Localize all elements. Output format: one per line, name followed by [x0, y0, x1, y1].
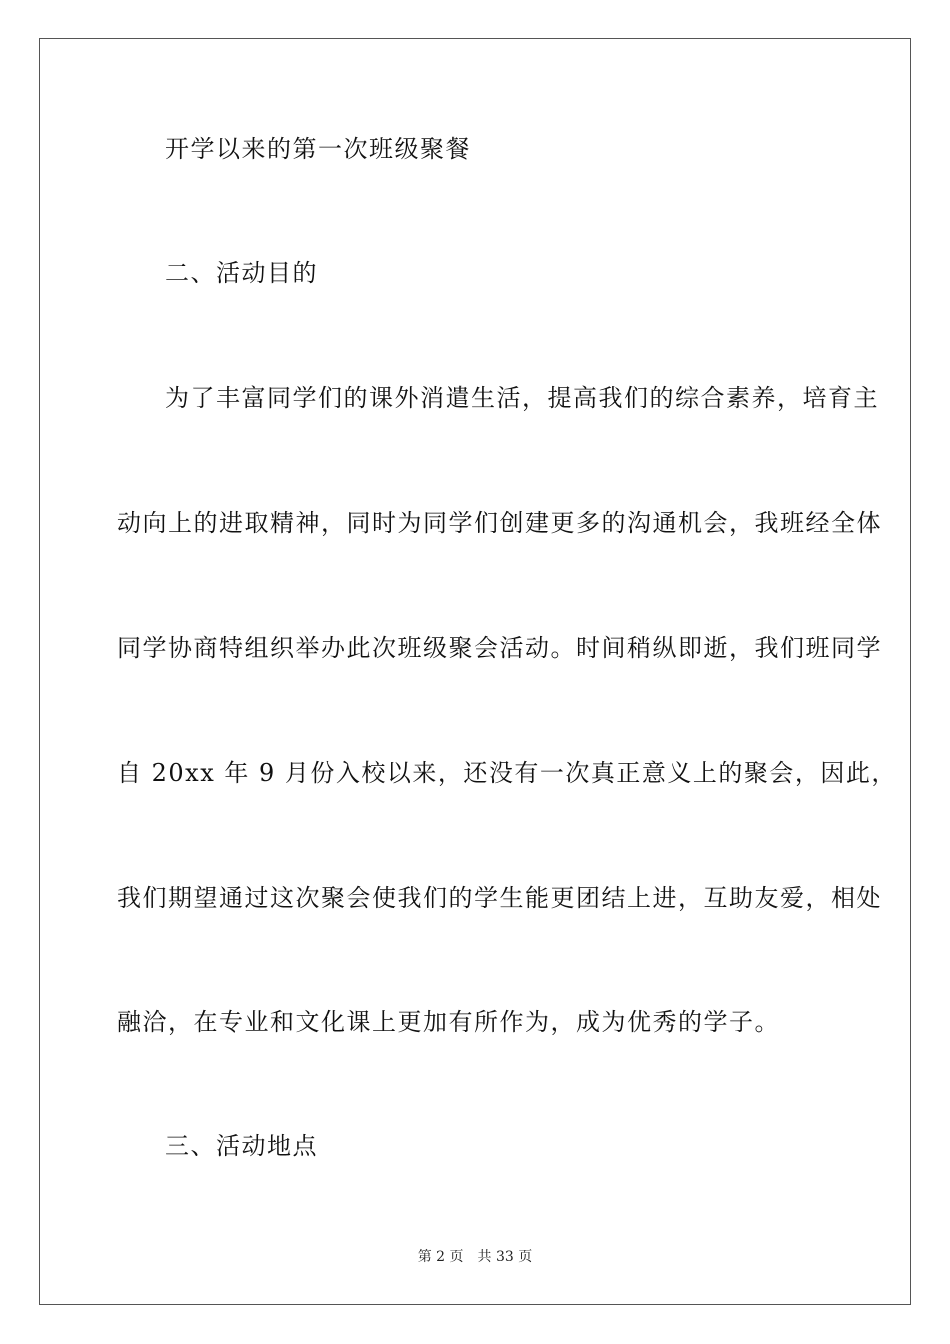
page-border — [39, 38, 911, 1305]
paragraph-line-8: 融洽，在专业和文化课上更加有所作为，成为优秀的学子。 — [117, 1008, 780, 1036]
paragraph-line-7: 我们期望通过这次聚会使我们的学生能更团结上进，互助友爱，相处 — [117, 884, 882, 912]
paragraph-line-3: 为了丰富同学们的课外消遣生活，提高我们的综合素养，培育主 — [165, 384, 879, 412]
page-footer — [0, 1248, 950, 1266]
paragraph-line-5: 同学协商特组织举办此次班级聚会活动。时间稍纵即逝，我们班同学 — [117, 634, 882, 662]
paragraph-line-6: 自 20xx 年 9 月份入校以来，还没有一次真正意义上的聚会，因此， — [117, 759, 897, 787]
paragraph-line-4: 动向上的进取精神，同时为同学们创建更多的沟通机会，我班经全体 — [117, 509, 882, 537]
total-pages: 共 33 页 — [477, 1249, 533, 1265]
section-heading-location: 三、活动地点 — [165, 1132, 318, 1160]
section-heading-purpose: 二、活动目的 — [165, 259, 318, 287]
page-number: 第 2 页 — [417, 1249, 464, 1265]
paragraph-line-1: 开学以来的第一次班级聚餐 — [165, 135, 471, 163]
